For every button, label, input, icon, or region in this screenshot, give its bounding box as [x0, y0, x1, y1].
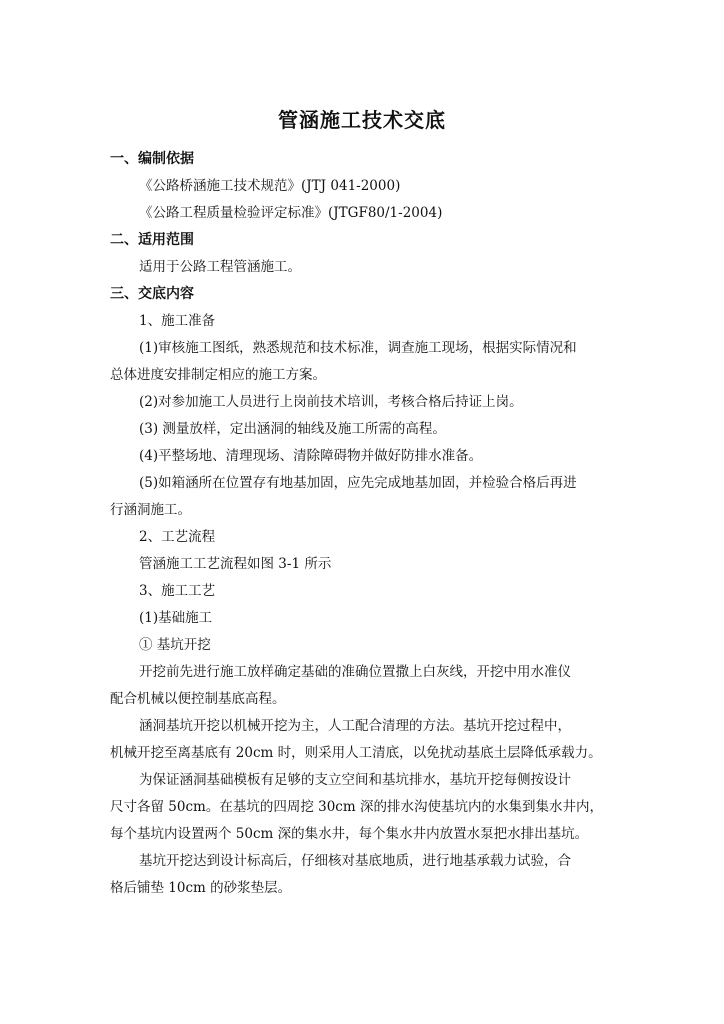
- subheading-line: ① 基坑开挖: [139, 637, 211, 653]
- paragraph-line: 每个基坑内设置两个 50cm 深的集水井，每个集水井内放置水泵把水排出基坑。: [110, 826, 589, 842]
- subheading-line: 3、施工工艺: [139, 583, 216, 599]
- section-heading-content: 三、交底内容: [110, 286, 194, 302]
- paragraph-line: 行涵洞施工。: [110, 502, 191, 518]
- document-title: 管涵施工技术交底: [278, 108, 446, 132]
- subheading-line: 2、工艺流程: [139, 529, 216, 545]
- paragraph-line: 为保证涵洞基础模板有足够的支立空间和基坑排水，基坑开挖每侧按设计: [139, 772, 571, 788]
- paragraph-line: 机械开挖至离基底有 20cm 时，则采用人工清底，以免扰动基底土层降低承载力。: [110, 745, 602, 761]
- reference-line: 《公路工程质量检验评定标准》(JTGF80/1-2004): [139, 205, 443, 221]
- paragraph-line: 管涵施工工艺流程如图 3-1 所示: [139, 556, 332, 572]
- subheading-line: 1、施工准备: [139, 313, 216, 329]
- paragraph-line: 配合机械以便控制基底高程。: [110, 691, 286, 707]
- paragraph-line: 总体进度安排制定相应的施工方案。: [110, 367, 326, 383]
- paragraph-line: 尺寸各留 50cm。在基坑的四周挖 30cm 深的排水沟使基坑内的水集到集水井内，: [110, 799, 603, 815]
- section-heading-scope: 二、适用范围: [110, 232, 194, 248]
- paragraph-line: (1)审核施工图纸，熟悉规范和技术标准，调查施工现场，根据实际情况和: [139, 340, 577, 356]
- paragraph-line: (5)如箱涵所在位置存有地基加固，应先完成地基加固，并检验合格后再进: [139, 475, 577, 491]
- paragraph-line: 基坑开挖达到设计标高后，仔细核对基底地质，进行地基承载力试验，合: [139, 853, 571, 869]
- paragraph-line: (3) 测量放样，定出涵洞的轴线及施工所需的高程。: [139, 421, 446, 437]
- paragraph-line: (2)对参加施工人员进行上岗前技术培训，考核合格后持证上岗。: [139, 394, 523, 410]
- paragraph-line: (4)平整场地、清理现场、清除障碍物并做好防排水准备。: [139, 448, 483, 464]
- reference-line: 《公路桥涵施工技术规范》(JTJ 041-2000): [139, 178, 401, 194]
- paragraph-line: 格后铺垫 10cm 的砂浆垫层。: [110, 880, 292, 896]
- subheading-line: (1)基础施工: [139, 610, 213, 626]
- paragraph-line: 开挖前先进行施工放样确定基础的准确位置撒上白灰线，开挖中用水准仪: [139, 664, 571, 680]
- paragraph-line: 涵洞基坑开挖以机械开挖为主，人工配合清理的方法。基坑开挖过程中，: [139, 718, 571, 734]
- paragraph-line: 适用于公路工程管涵施工。: [139, 259, 301, 275]
- section-heading-basis: 一、编制依据: [110, 151, 194, 167]
